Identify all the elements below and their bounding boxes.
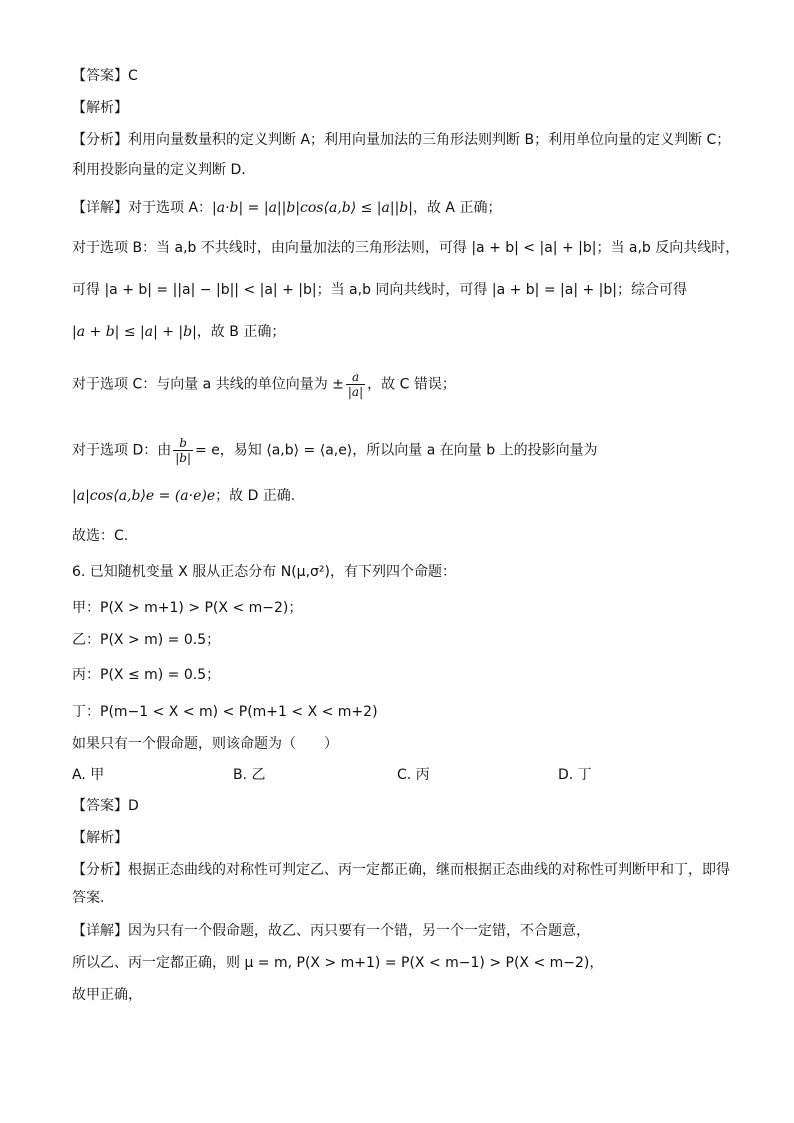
q5-choose: 故选：C. xyxy=(72,528,129,544)
q6-option-c: C. 丙 xyxy=(397,767,430,783)
q6-detail-1 xyxy=(72,921,734,941)
detail-c-fraction xyxy=(346,370,365,399)
detail-d-mid: = e，易知 ⟨a,b⟩ = ⟨a,e⟩，所以向量 a 在向量 b 上的投影向量为 xyxy=(195,442,598,459)
q6-option-b: B. 乙 xyxy=(233,767,266,783)
answer-value: C xyxy=(128,68,138,84)
fraction-denominator: |a| xyxy=(347,385,364,399)
q5-detail-a xyxy=(72,198,734,218)
answer-tag: 【答案】 xyxy=(72,798,128,814)
q6-answer-line xyxy=(72,796,734,816)
q6-option-d: D. 丁 xyxy=(558,767,592,783)
detail-text-1: 因为只有一个假命题，故乙、丙只要有一个错，另一个一定错，不合题意， xyxy=(128,923,590,939)
detail-a-prefix: 对于选项 A： xyxy=(128,200,213,216)
q5-answer-line xyxy=(72,66,734,86)
q5-analysis-title: 【解析】 xyxy=(72,100,128,116)
detail-b-suffix: ，故 B 正确； xyxy=(196,324,286,340)
q5-analysis-line-2: 利用投影向量的定义判断 D. xyxy=(72,162,246,178)
fraction-denominator: |b| xyxy=(175,451,192,465)
q5-detail-c xyxy=(72,370,734,399)
q6-analysis-title: 【解析】 xyxy=(72,830,128,846)
fraction-numerator: b xyxy=(173,436,193,451)
q6-detail-2: 所以乙、丙一定都正确，则 μ = m, P(X > m+1) = P(X < m−1) > P(X < m−2)， xyxy=(72,955,604,971)
q6-proposition-yi: 乙：P(X > m) = 0.5； xyxy=(72,632,221,648)
detail-d-fraction xyxy=(173,436,193,465)
q6-option-a: A. 甲 xyxy=(72,767,105,783)
detail-d-formula: |a|cos⟨a,b⟩e = (a·e)e xyxy=(72,488,216,504)
analysis-tag: 【分析】 xyxy=(72,132,128,148)
q6-proposition-bing: 丙：P(X ≤ m) = 0.5； xyxy=(72,667,221,683)
answer-value: D xyxy=(128,798,139,814)
detail-tag: 【详解】 xyxy=(72,923,128,939)
q5-detail-d xyxy=(72,436,734,465)
detail-d-prefix: 对于选项 D：由 xyxy=(72,442,172,459)
q6-analysis-line xyxy=(72,860,734,880)
analysis-text: 根据正态曲线的对称性可判定乙、丙一定都正确，继而根据正态曲线的对称性可判断甲和丁，即得 xyxy=(128,862,730,878)
q6-question: 如果只有一个假命题，则该命题为（ ） xyxy=(72,736,338,752)
analysis-tag: 【分析】 xyxy=(72,862,128,878)
detail-a-formula: |a·b| = |a||b|cos⟨a,b⟩ ≤ |a||b| xyxy=(212,200,413,216)
q6-analysis-line-2: 答案. xyxy=(72,890,105,906)
detail-tag: 【详解】 xyxy=(72,200,128,216)
q6-detail-3: 故甲正确， xyxy=(72,987,142,1003)
analysis-text: 利用向量数量积的定义判断 A；利用向量加法的三角形法则判断 B；利用单位向量的定义判断 C； xyxy=(128,132,731,148)
q5-detail-b-1: 对于选项 B：当 a,b 不共线时，由向量加法的三角形法则，可得 |a + b| < |a| + |b|；当 a,b 反向共线时， xyxy=(72,240,740,256)
q5-analysis-line xyxy=(72,130,734,150)
q6-stem: 6. 已知随机变量 X 服从正态分布 N(μ,σ²)，有下列四个命题： xyxy=(72,564,456,580)
fraction-numerator: a xyxy=(346,370,365,385)
detail-c-suffix: ，故 C 错误； xyxy=(367,376,456,393)
detail-b-formula: |a + b| ≤ |a| + |b| xyxy=(72,324,197,340)
q6-proposition-ding: 丁：P(m−1 < X < m) < P(m+1 < X < m+2) xyxy=(72,704,378,720)
q5-detail-b-2: 可得 |a + b| = ||a| − |b|| < |a| + |b|；当 a,b 同向共线时，可得 |a + b| = |a| + |b|；综合可得 xyxy=(72,282,687,298)
answer-tag: 【答案】 xyxy=(72,68,128,84)
q5-detail-b-3 xyxy=(72,322,734,342)
detail-c-prefix: 对于选项 C：与向量 a 共线的单位向量为 ± xyxy=(72,376,344,393)
q5-detail-d-2 xyxy=(72,486,734,506)
q6-proposition-jia: 甲：P(X > m+1) > P(X < m−2)； xyxy=(72,600,303,616)
detail-a-suffix: ，故 A 正确； xyxy=(412,200,502,216)
detail-d-suffix: ；故 D 正确. xyxy=(215,488,296,504)
